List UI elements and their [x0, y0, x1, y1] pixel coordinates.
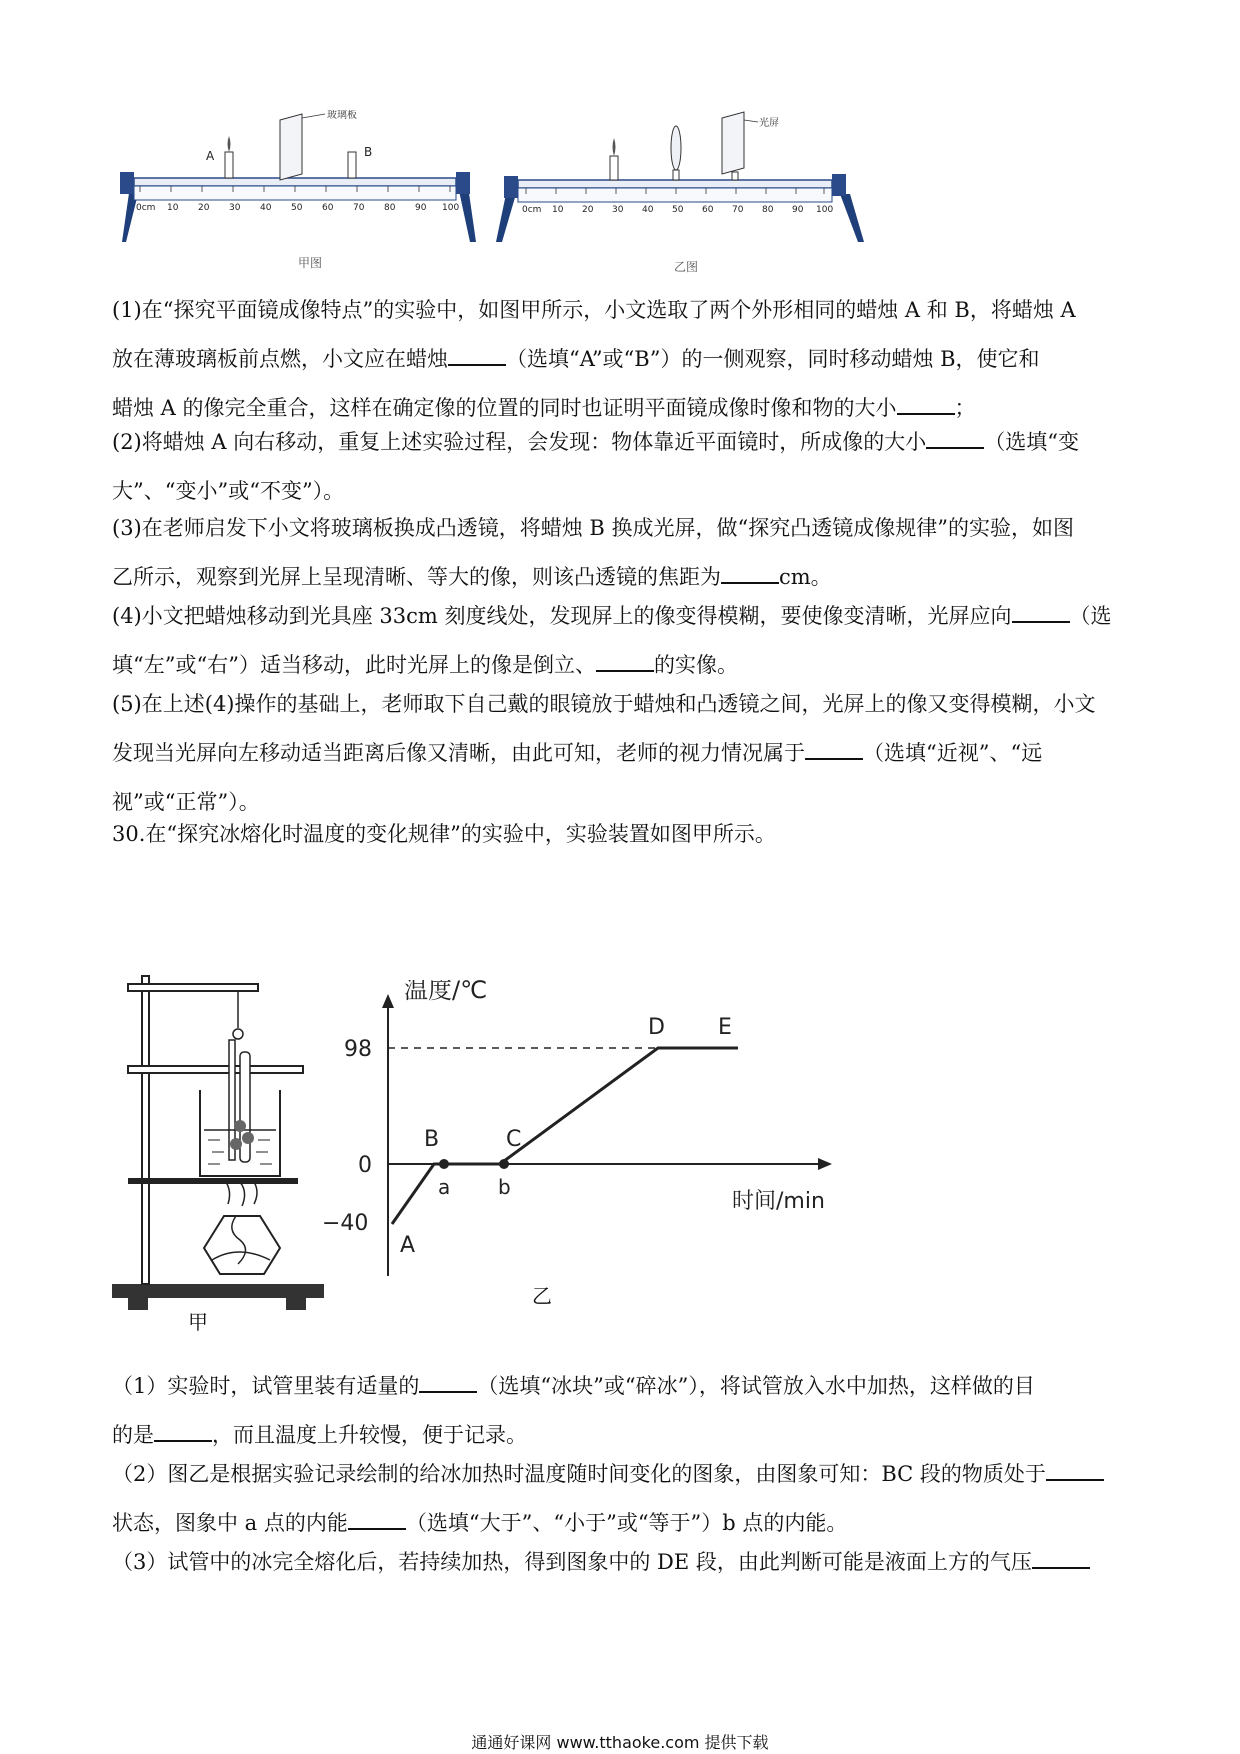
scale-label: 30 — [612, 205, 624, 215]
text-line: 视”或“正常”）。 — [112, 790, 260, 814]
candle-a — [225, 152, 233, 178]
figure-jia-caption: 甲图 — [298, 256, 323, 270]
figure-yi-caption: 乙图 — [674, 260, 699, 274]
scale-label: 50 — [672, 205, 684, 215]
yi-scale-labels — [522, 205, 833, 215]
label-b: B — [364, 145, 373, 159]
text-segment: （选填“冰块”或“碎冰”），将试管放入水中加热，这样做的目 — [477, 1374, 1035, 1398]
scale-label: 10 — [167, 203, 179, 213]
q29-part5 — [112, 680, 1132, 827]
text-segment: （选填“近视”、“远 — [863, 741, 1043, 765]
light-screen-label: 光屏 — [759, 118, 779, 129]
scale-label: 60 — [702, 205, 714, 215]
text-segment: （选填“大于”、“小于”或“等于”）b 点的内能。 — [405, 1511, 848, 1535]
text-segment: cm。 — [779, 565, 832, 589]
page-footer: 通通好课网 www.tthaoke.com 提供下载 — [471, 1733, 769, 1752]
answer-blank[interactable] — [448, 346, 506, 366]
light-screen — [722, 112, 744, 174]
text-segment: 乙所示，观察到光屏上呈现清晰、等大的像，则该凸透镜的焦距为 — [112, 565, 721, 589]
text-segment: ； — [954, 396, 976, 420]
flame-icon — [613, 138, 616, 156]
flame-icon — [226, 1182, 257, 1206]
q30-part3 — [112, 1538, 1132, 1587]
y-tick-98: 98 — [344, 1037, 372, 1062]
point-label-c: C — [506, 1127, 522, 1152]
text-line — [112, 1538, 1132, 1587]
q29-part3 — [112, 504, 1132, 602]
text-segment: （选填“变 — [984, 430, 1080, 454]
answer-blank[interactable] — [348, 1510, 406, 1530]
text-line — [112, 592, 1132, 641]
answer-blank[interactable] — [721, 564, 779, 584]
text-line — [112, 335, 1132, 384]
point-label-a: a — [438, 1175, 451, 1199]
scale-label: 30 — [229, 203, 241, 213]
q30-title — [112, 810, 1132, 859]
y-tick-0: 0 — [358, 1153, 372, 1178]
glass-board — [280, 114, 302, 180]
scale-label: 20 — [198, 203, 210, 213]
point-b-dot — [499, 1159, 509, 1169]
q29-part4 — [112, 592, 1132, 690]
convex-lens — [671, 126, 681, 170]
alcohol-lamp — [204, 1216, 280, 1274]
scale-label: 100 — [816, 205, 834, 215]
candle — [610, 156, 618, 180]
scale-label: 70 — [353, 203, 365, 213]
answer-blank[interactable] — [419, 1373, 477, 1393]
text-line: (1)在“探究平面镜成像特点”的实验中，如图甲所示，小文选取了两个外形相同的蜡烛 A 和 B，将蜡烛 A — [112, 298, 1076, 322]
jia-scale-labels — [136, 203, 459, 213]
answer-blank[interactable] — [926, 429, 984, 449]
text-segment: 蜡烛 A 的像完全重合，这样在确定像的位置的同时也证明平面镜成像时像和物的大小 — [112, 396, 897, 420]
flame-icon — [228, 136, 231, 152]
text-segment: (4)小文把蜡烛移动到光具座 33cm 刻度线处，发现屏上的像变得模糊，要使像变清晰，光屏应向 — [112, 604, 1012, 628]
text-segment: 发现当光屏向左移动适当距离后像又清晰，由此可知，老师的视力情况属于 — [112, 741, 805, 765]
text-line: (3)在老师启发下小文将玻璃板换成凸透镜，将蜡烛 B 换成光屏，做“探究凸透镜成像规律”的实验，如图 — [112, 516, 1074, 540]
scale-label: 10 — [552, 205, 564, 215]
text-line — [112, 729, 1132, 778]
text-line — [112, 1450, 1132, 1499]
text-segment: （3）试管中的冰完全熔化后，若持续加热，得到图象中的 DE 段，由此判断可能是液面上方的气压 — [112, 1550, 1032, 1574]
text-line: (5)在上述(4)操作的基础上，老师取下自己戴的眼镜放于蜡烛和凸透镜之间，光屏上的像又变得模糊，小文 — [112, 692, 1096, 716]
figure-heating-apparatus — [108, 968, 328, 1324]
point-label-d: D — [648, 1015, 665, 1040]
point-label-e: E — [718, 1015, 732, 1040]
x-axis-arrow — [818, 1158, 832, 1170]
text-segment: （选填“A”或“B”）的一侧观察，同时移动蜡烛 B，使它和 — [506, 347, 1040, 371]
answer-blank[interactable] — [154, 1422, 212, 1442]
y-axis-label: 温度/℃ — [404, 980, 488, 1004]
answer-blank[interactable] — [1012, 603, 1070, 623]
scale-label: 80 — [762, 205, 774, 215]
text-line: 大”、“变小”或“不变”）。 — [112, 479, 345, 503]
text-segment: 的实像。 — [653, 653, 738, 677]
text-segment: 状态，图象中 a 点的内能 — [112, 1511, 348, 1535]
q30-part1 — [112, 1362, 1132, 1460]
scale-label: 50 — [291, 203, 303, 213]
scale-label: 90 — [415, 203, 427, 213]
figure-temperature-graph — [320, 980, 840, 1300]
scale-label: 70 — [732, 205, 744, 215]
scale-label: 100 — [442, 203, 460, 213]
text-line — [112, 418, 1132, 467]
text-segment: （选 — [1069, 604, 1112, 628]
y-axis-arrow — [382, 994, 394, 1008]
q29-part1 — [112, 286, 1132, 433]
figure-jia-label: 甲 — [188, 1310, 208, 1334]
scale-label: 60 — [322, 203, 334, 213]
text-segment: 的是 — [112, 1423, 154, 1447]
text-segment: ，而且温度上升较慢，便于记录。 — [212, 1423, 527, 1447]
answer-blank[interactable] — [1032, 1549, 1090, 1569]
point-label-b: b — [498, 1175, 511, 1199]
text-line: 30.在“探究冰熔化时温度的变化规律”的实验中，实验装置如图甲所示。 — [112, 822, 776, 846]
text-line — [112, 1362, 1132, 1411]
candle-b — [348, 152, 356, 178]
answer-blank[interactable] — [897, 395, 955, 415]
y-tick-minus-40: −40 — [322, 1211, 369, 1236]
scale-label: 90 — [792, 205, 804, 215]
scale-label: 20 — [582, 205, 594, 215]
label-a: A — [206, 149, 215, 163]
point-a-dot — [439, 1159, 449, 1169]
answer-blank[interactable] — [1046, 1461, 1104, 1481]
q29-part2 — [112, 418, 1132, 516]
x-axis-label: 时间/min — [732, 1189, 825, 1214]
answer-blank[interactable] — [596, 652, 654, 672]
text-segment: (2)将蜡烛 A 向右移动，重复上述实验过程，会发现：物体靠近平面镜时，所成像的大小 — [112, 430, 927, 454]
text-segment: 放在薄玻璃板前点燃，小文应在蜡烛 — [112, 347, 448, 371]
text-segment: （2）图乙是根据实验记录绘制的给冰加热时温度随时间变化的图象，由图象可知：BC 段的物质处于 — [112, 1462, 1046, 1486]
text-segment: （1）实验时，试管里装有适量的 — [112, 1374, 420, 1398]
text-segment: 填“左”或“右”）适当移动，此时光屏上的像是倒立、 — [112, 653, 596, 677]
figure-yi-optical-bench — [496, 110, 876, 280]
answer-blank[interactable] — [805, 740, 863, 760]
scale-label: 40 — [260, 203, 272, 213]
scale-label: 40 — [642, 205, 654, 215]
scale-label: 80 — [384, 203, 396, 213]
scale-label: 0cm — [136, 203, 156, 213]
figure-yi-label: 乙 — [532, 1284, 552, 1308]
glass-board-label: 玻璃板 — [327, 110, 357, 121]
q30-part2 — [112, 1450, 1132, 1548]
point-label-b-upper: B — [424, 1127, 440, 1152]
point-label-a-upper: A — [400, 1233, 416, 1258]
scale-label: 0cm — [522, 205, 542, 215]
